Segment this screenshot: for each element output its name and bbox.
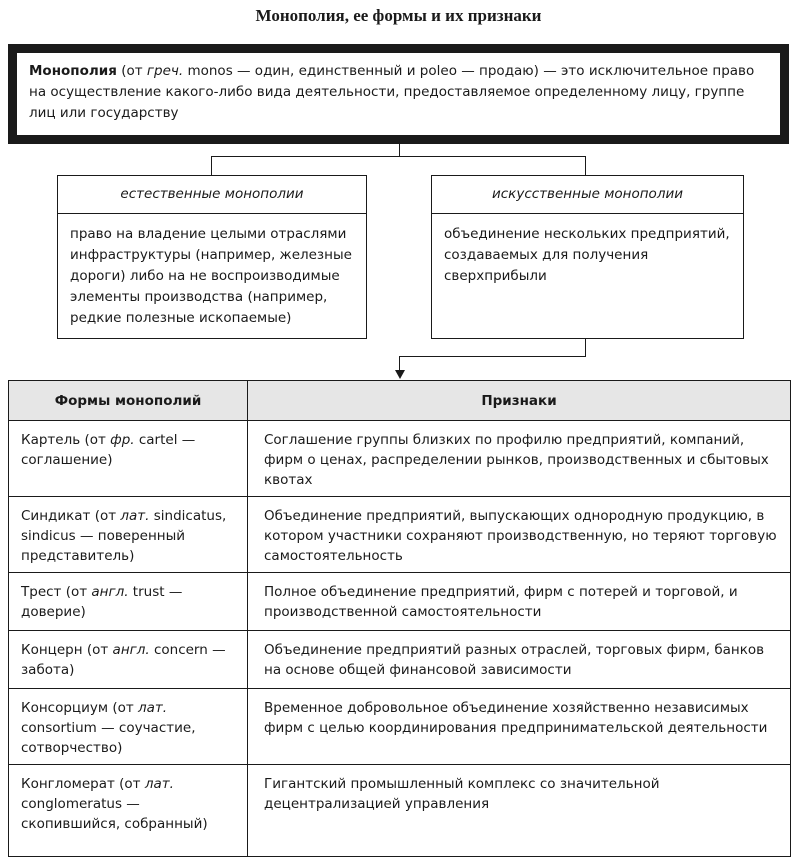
natural-monopoly-box (57, 175, 367, 339)
table-row (9, 631, 791, 689)
form-cell (9, 689, 248, 765)
page-title: Монополия, ее формы и их признаки (255, 6, 542, 25)
form-cell (9, 573, 248, 631)
form-cell (9, 765, 248, 857)
definition-text-2: monos — один, единственный и poleo — продаю) — это исключительное право на осуществление какого-либо вида деятельности, предоставляемое определенному лицу, группе лиц или государству (29, 63, 755, 121)
header-forms: Формы монополий (9, 381, 248, 421)
form-name: Картель (от (21, 432, 111, 448)
form-lang: фр. (110, 432, 135, 448)
form-name: Конгломерат (от (21, 776, 145, 792)
form-origin: conglomeratus — скопившийся, собранный) (21, 796, 208, 832)
form-origin: concern — забота) (21, 642, 226, 678)
table-row (9, 689, 791, 765)
definition-frame (8, 44, 789, 144)
arrow-down-icon (395, 370, 405, 379)
definition-origin: греч. (146, 63, 184, 79)
form-lang: лат. (120, 508, 150, 524)
form-name: Трест (от (21, 584, 92, 600)
form-name: Консорциум (от (21, 700, 139, 716)
table-row (9, 497, 791, 573)
natural-monopoly-text: право на владение целыми отраслями инфраструктуры (например, железные дороги) либо на не воспроизводимые элементы производства (например, редкие полезные ископаемые) (70, 226, 352, 326)
connector-left-drop (211, 156, 212, 175)
features-cell: Полное объединение предприятий, фирм с потерей и торговой, и производственной самостоятельности (248, 573, 791, 631)
form-lang: лат. (144, 776, 174, 792)
connector-right-drop (585, 156, 586, 175)
table-row (9, 421, 791, 497)
arrow-drop (585, 339, 586, 357)
natural-monopoly-heading: естественные монополии (58, 176, 366, 214)
artificial-monopoly-text: объединение нескольких предприятий, создаваемых для получения сверхприбыли (444, 226, 730, 284)
form-cell (9, 497, 248, 573)
table-row (9, 765, 791, 857)
features-cell: Гигантский промышленный комплекс со значительной децентрализацией управления (248, 765, 791, 857)
features-cell: Временное добровольное объединение хозяйственно независимых фирм с целью координирования предпринимательской деятельности (248, 689, 791, 765)
features-cell: Объединение предприятий разных отраслей, торговых фирм, банков на основе общей финансовой зависимости (248, 631, 791, 689)
form-origin: cartel — соглашение) (21, 432, 196, 468)
header-features: Признаки (248, 381, 791, 421)
monopoly-forms-table (8, 380, 791, 857)
form-origin: sindicatus, sindicus — поверенный представитель) (21, 508, 227, 564)
form-lang: англ. (112, 642, 150, 658)
form-name: Синдикат (от (21, 508, 121, 524)
form-lang: лат. (138, 700, 168, 716)
artificial-monopoly-box (431, 175, 744, 339)
table-header-row (9, 381, 791, 421)
form-cell (9, 421, 248, 497)
definition-text-1: (от (116, 63, 147, 79)
artificial-monopoly-heading: искусственные монополии (432, 176, 743, 214)
form-name: Концерн (от (21, 642, 113, 658)
form-lang: англ. (91, 584, 129, 600)
features-cell: Соглашение группы близких по профилю предприятий, компаний, фирм о ценах, распределении рынков, производственных и сбытовых квотах (248, 421, 791, 497)
connector-bar (211, 156, 586, 157)
features-cell: Объединение предприятий, выпускающих однородную продукцию, в котором участники сохраняют производственную, но теряют торговую самостоятельность (248, 497, 791, 573)
arrow-bar (399, 356, 586, 357)
definition-box (16, 52, 781, 136)
definition-term: Монополия (29, 63, 117, 79)
form-cell (9, 631, 248, 689)
arrow-stem (399, 356, 400, 371)
form-origin: trust — доверие) (21, 584, 183, 620)
table-row (9, 573, 791, 631)
form-origin: consortium — соучастие, сотворчество) (21, 720, 196, 756)
